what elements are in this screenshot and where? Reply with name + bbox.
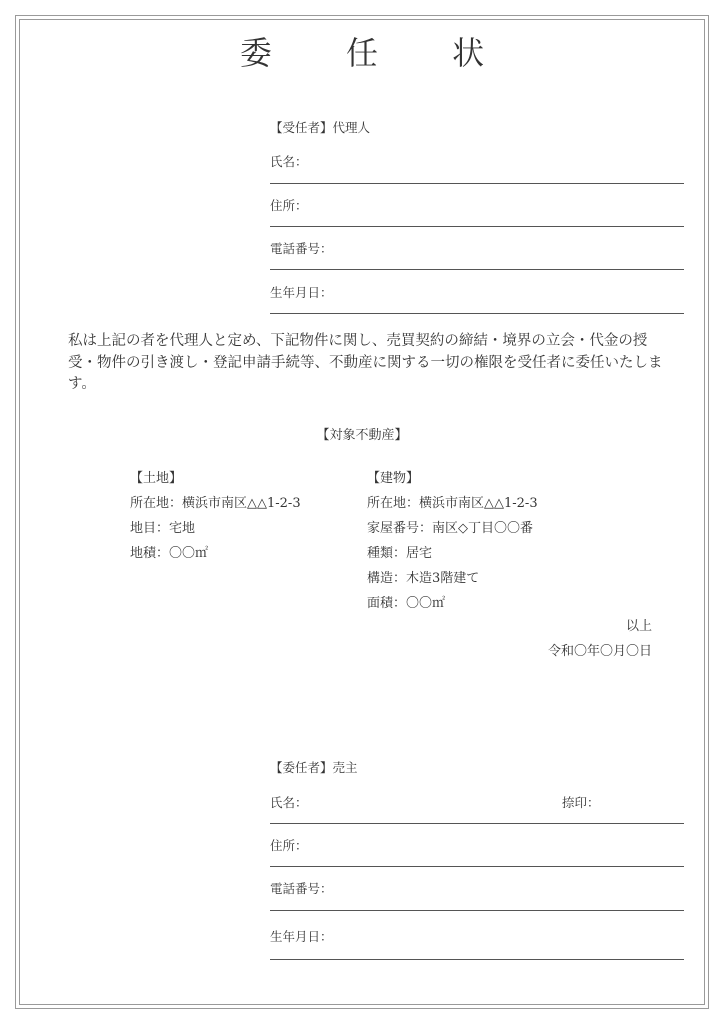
land-column xyxy=(130,467,360,567)
property-heading: 【対象不動産】 xyxy=(316,428,408,443)
principal-address-field[interactable] xyxy=(270,836,684,867)
principal-seal-label: 捺印： xyxy=(562,795,600,810)
land-row: 所在地：横浜市南区△△1-2-3 xyxy=(130,496,301,511)
principal-birthdate-label: 生年月日： xyxy=(270,929,333,944)
building-heading: 【建物】 xyxy=(367,471,420,486)
land-row: 地目：宅地 xyxy=(130,521,196,536)
principal-phone-field[interactable] xyxy=(270,879,684,911)
agent-name-label: 氏名： xyxy=(270,154,308,169)
principal-name-field[interactable] xyxy=(270,793,684,824)
building-row: 所在地：横浜市南区△△1-2-3 xyxy=(367,496,538,511)
land-row: 地積：〇〇㎡ xyxy=(130,546,209,561)
principal-phone-label: 電話番号： xyxy=(270,881,333,896)
closing-date: 令和〇年〇月〇日 xyxy=(547,644,652,659)
principal-section-label: 【委任者】売主 xyxy=(270,760,358,775)
building-row: 種類：居宅 xyxy=(367,546,433,561)
document-title: 委 任 状 xyxy=(239,34,517,72)
delegation-statement: 私は上記の者を代理人と定め、下記物件に関し、売買契約の締結・境界の立会・代金の授受・物件の引き渡し・登記申請手続等、不動産に関する一切の権限を受任者に委任いたします。 xyxy=(68,333,663,392)
agent-name-field[interactable] xyxy=(270,152,684,184)
agent-section-label: 【受任者】代理人 xyxy=(270,120,371,135)
building-column xyxy=(367,467,597,617)
agent-address-field[interactable] xyxy=(270,196,684,227)
agent-birthdate-label: 生年月日： xyxy=(270,285,333,300)
agent-birthdate-field[interactable] xyxy=(270,283,684,314)
agent-phone-field[interactable] xyxy=(270,239,684,270)
building-row: 面積：〇〇㎡ xyxy=(367,596,446,611)
agent-phone-label: 電話番号： xyxy=(270,241,333,256)
closing-end: 以上 xyxy=(625,619,652,634)
principal-name-label: 氏名： xyxy=(270,795,308,810)
land-heading: 【土地】 xyxy=(130,471,183,486)
building-row: 家屋番号：南区◇丁目〇〇番 xyxy=(367,521,533,536)
agent-address-label: 住所： xyxy=(270,198,308,213)
principal-address-label: 住所： xyxy=(270,838,308,853)
principal-birthdate-field[interactable] xyxy=(270,927,684,960)
building-row: 構造：木造3階建て xyxy=(367,571,480,586)
